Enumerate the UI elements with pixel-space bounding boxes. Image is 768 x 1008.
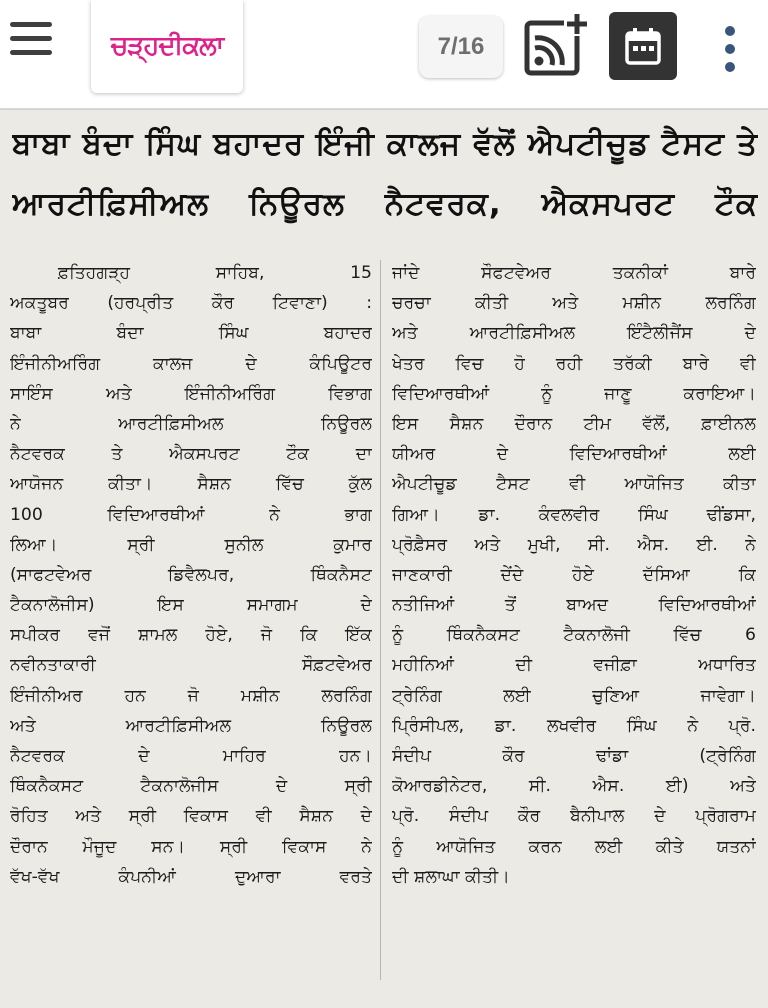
article-text-line: ਨੈਟਵਰਕ ਦੇ ਮਾਹਿਰ ਹਨ। — [10, 746, 372, 766]
article-text-line: ਇੰਜੀਨੀਅਰਿੰਗ ਕਾਲਜ ਦੇ ਕੰਪਿਊਟਰ — [10, 353, 372, 374]
article-text-line: ਨੂੰ ਥਿੰਕਨੈਕਸਟ ਟੈਕਨਾਲੋਜੀ ਵਿੱਚ 6 — [392, 625, 756, 646]
article-text-line: ਥਿੰਕਨੈਕਸਟ ਟੈਕਨਾਲੋਜੀਸ ਦੇ ਸ੍ਰੀ — [10, 776, 372, 797]
article-column-left — [10, 258, 372, 892]
article-text-line: ਨਵੀਨਤਾਕਾਰੀ ਸੌਫ਼ਟਵੇਅਰ — [10, 655, 372, 676]
article-text-line: ਨੂੰ ਆਯੋਜਿਤ ਕਰਨ ਲਈ ਕੀਤੇ ਯਤਨਾਂ — [392, 836, 756, 857]
article-text-line: ਸੰਦੀਪ ਕੌਰ ਢਾਂਡਾ (ਟ੍ਰੇਨਿੰਗ — [392, 746, 756, 766]
headline-line: ਆਰਟੀਫ਼ਿਸੀਅਲ ਨਿਊਰਲ ਨੈਟਵਰਕ, ਐਕਸਪਰਟ ਟੌਕ — [12, 186, 758, 222]
column-divider — [380, 260, 381, 980]
article-text-line: ਨੇ ਆਰਟੀਫ਼ਿਸੀਅਲ ਨਿਊਰਲ — [10, 413, 372, 434]
article-text-line: ਪ੍ਰੋ. ਸੰਦੀਪ ਕੌਰ ਬੈਨੀਪਾਲ ਦੇ ਪ੍ਰੋਗਰਾਮ — [392, 806, 756, 827]
article-column-right — [392, 258, 756, 892]
article-text-line: ਜਾਣਕਾਰੀ ਦੇਂਦੇ ਹੋਏ ਦੱਸਿਆ ਕਿ — [392, 564, 756, 585]
article-text-line: ਅਕਤੂਬਰ (ਹਰਪ੍ਰੀਤ ਕੌਰ ਟਿਵਾਣਾ) : — [10, 293, 372, 314]
article-text-line: ਨੈਟਵਰਕ ਤੇ ਐਕਸਪਰਟ ਟੌਕ ਦਾ — [10, 444, 372, 465]
article-text-line: ਐਪਟੀਚੂਡ ਟੈਸਟ ਵੀ ਆਯੋਜਿਤ ਕੀਤਾ — [392, 474, 756, 495]
article-text-line: ਸਪੀਕਰ ਵਜੋਂ ਸ਼ਾਮਲ ਹੋਏ, ਜੋ ਕਿ ਇੱਕ — [10, 625, 372, 646]
article-text-line: 100 ਵਿਦਿਆਰਥੀਆਂ ਨੇ ਭਾਗ — [10, 504, 372, 525]
article-text-line: ਗਿਆ। ਡਾ. ਕੰਵਲਵੀਰ ਸਿੰਘ ਢੀਂਡਸਾ, — [392, 504, 756, 525]
article-text-line: ਮਹੀਨਿਆਂ ਦੀ ਵਜੀਫ਼ਾ ਅਧਾਰਿਤ — [392, 655, 756, 676]
article-text-line: ਫ਼ਤਿਹਗੜ੍ਹ ਸਾਹਿਬ, 15 — [58, 263, 372, 283]
article-text-line: ਟੈਕਨਾਲੋਜੀਸ) ਇਸ ਸਮਾਗਮ ਦੇ — [10, 595, 372, 616]
page-counter[interactable]: 7/16 — [419, 16, 503, 78]
article-text-line: ਅਤੇ ਆਰਟੀਫ਼ਿਸੀਅਲ ਨਿਊਰਲ — [10, 715, 372, 736]
article-headline — [12, 114, 758, 234]
article-text-line: ਦੌਰਾਨ ਮੌਜੂਦ ਸਨ। ਸ੍ਰੀ ਵਿਕਾਸ ਨੇ — [10, 836, 372, 857]
article-text-line: ਖੇਤਰ ਵਿਚ ਹੋ ਰਹੀ ਤਰੱਕੀ ਬਾਰੇ ਵੀ — [392, 353, 756, 374]
top-app-bar — [0, 0, 768, 109]
calendar-button[interactable] — [609, 12, 677, 80]
article-text-line: ਦੀ ਸ਼ਲਾਘਾ ਕੀਤੀ। — [392, 866, 510, 887]
article-text-line: ਜਾਂਦੇ ਸੌਫਟਵੇਅਰ ਤਕਨੀਕਾਂ ਬਾਰੇ — [392, 263, 756, 283]
headline-line: ਬਾਬਾ ਬੰਦਾ ਸਿੰਘ ਬਹਾਦਰ ਇੰਜੀ ਕਾਲਜ ਵੱਲੋਂ ਐਪਟੀਚੂਡ ਟੈਸਟ ਤੇ — [12, 126, 758, 162]
article-text-line: ਅਤੇ ਆਰਟੀਫ਼ਿਸੀਅਲ ਇੰਟੈਲੀਜੈਂਸ ਦੇ — [392, 323, 756, 344]
more-vertical-icon[interactable] — [718, 26, 742, 78]
hamburger-menu-icon[interactable] — [10, 22, 52, 58]
article-text-line: ਆਯੋਜਨ ਕੀਤਾ। ਸੈਸ਼ਨ ਵਿੱਚ ਕੁੱਲ — [10, 474, 372, 495]
article-text-line: ਇਸ ਸੈਸ਼ਨ ਦੌਰਾਨ ਟੀਮ ਵੱਲੋਂ, ਫ਼ਾਈਨਲ — [392, 413, 756, 434]
logo[interactable] — [91, 0, 243, 93]
article-text-line: ਪ੍ਰਿੰਸੀਪਲ, ਡਾ. ਲਖਵੀਰ ਸਿੰਘ ਨੇ ਪ੍ਰੋ. — [392, 715, 756, 736]
article-text-line: ਲਿਆ। ਸ੍ਰੀ ਸੁਨੀਲ ਕੁਮਾਰ — [10, 534, 372, 555]
article-text-line: ਪ੍ਰੋਫ਼ੈਸਰ ਅਤੇ ਮੁਖੀ, ਸੀ. ਐਸ. ਈ. ਨੇ — [392, 534, 756, 555]
rss-add-icon[interactable] — [524, 12, 590, 78]
article-text-line: ਰੋਹਿਤ ਅਤੇ ਸ੍ਰੀ ਵਿਕਾਸ ਵੀ ਸੈਸ਼ਨ ਦੇ — [10, 806, 372, 827]
newspaper-clipping — [0, 110, 768, 1008]
article-text-line: ਸਾਇੰਸ ਅਤੇ ਇੰਜੀਨੀਅਰਿੰਗ ਵਿਭਾਗ — [10, 383, 372, 404]
article-text-line: ਵਿਦਿਆਰਥੀਆਂ ਨੂੰ ਜਾਣੂ ਕਰਾਇਆ। — [392, 383, 756, 404]
article-text-line: ਬਾਬਾ ਬੰਦਾ ਸਿੰਘ ਬਹਾਦਰ — [10, 323, 372, 344]
article-text-line: ਇੰਜੀਨੀਅਰ ਹਨ ਜੋ ਮਸ਼ੀਨ ਲਰਨਿੰਗ — [10, 685, 372, 706]
article-text-line: ਵੱਖ-ਵੱਖ ਕੰਪਨੀਆਂ ਦੁਆਰਾ ਵਰਤੇ — [10, 866, 372, 887]
article-text-line: ਟ੍ਰੇਨਿੰਗ ਲਈ ਚੁਣਿਆ ਜਾਵੇਗਾ। — [392, 685, 756, 706]
logo-text: ਚੜ੍ਹਦੀਕਲਾ — [110, 31, 224, 61]
article-text-line: ਯੀਅਰ ਦੇ ਵਿਦਿਆਰਥੀਆਂ ਲਈ — [392, 444, 756, 465]
calendar-icon — [623, 26, 663, 66]
article-text-line: (ਸਾਫਟਵੇਅਰ ਡਿਵੈਲਪਰ, ਥਿੰਕਨੈਸਟ — [10, 564, 372, 585]
article-text-line: ਕੋਆਰਡੀਨੇਟਰ, ਸੀ. ਐਸ. ਈ) ਅਤੇ — [392, 776, 756, 797]
article-text-line: ਚਰਚਾ ਕੀਤੀ ਅਤੇ ਮਸ਼ੀਨ ਲਰਨਿੰਗ — [392, 293, 756, 314]
article-text-line: ਨਤੀਜਿਆਂ ਤੋਂ ਬਾਅਦ ਵਿਦਿਆਰਥੀਆਂ — [392, 595, 756, 616]
